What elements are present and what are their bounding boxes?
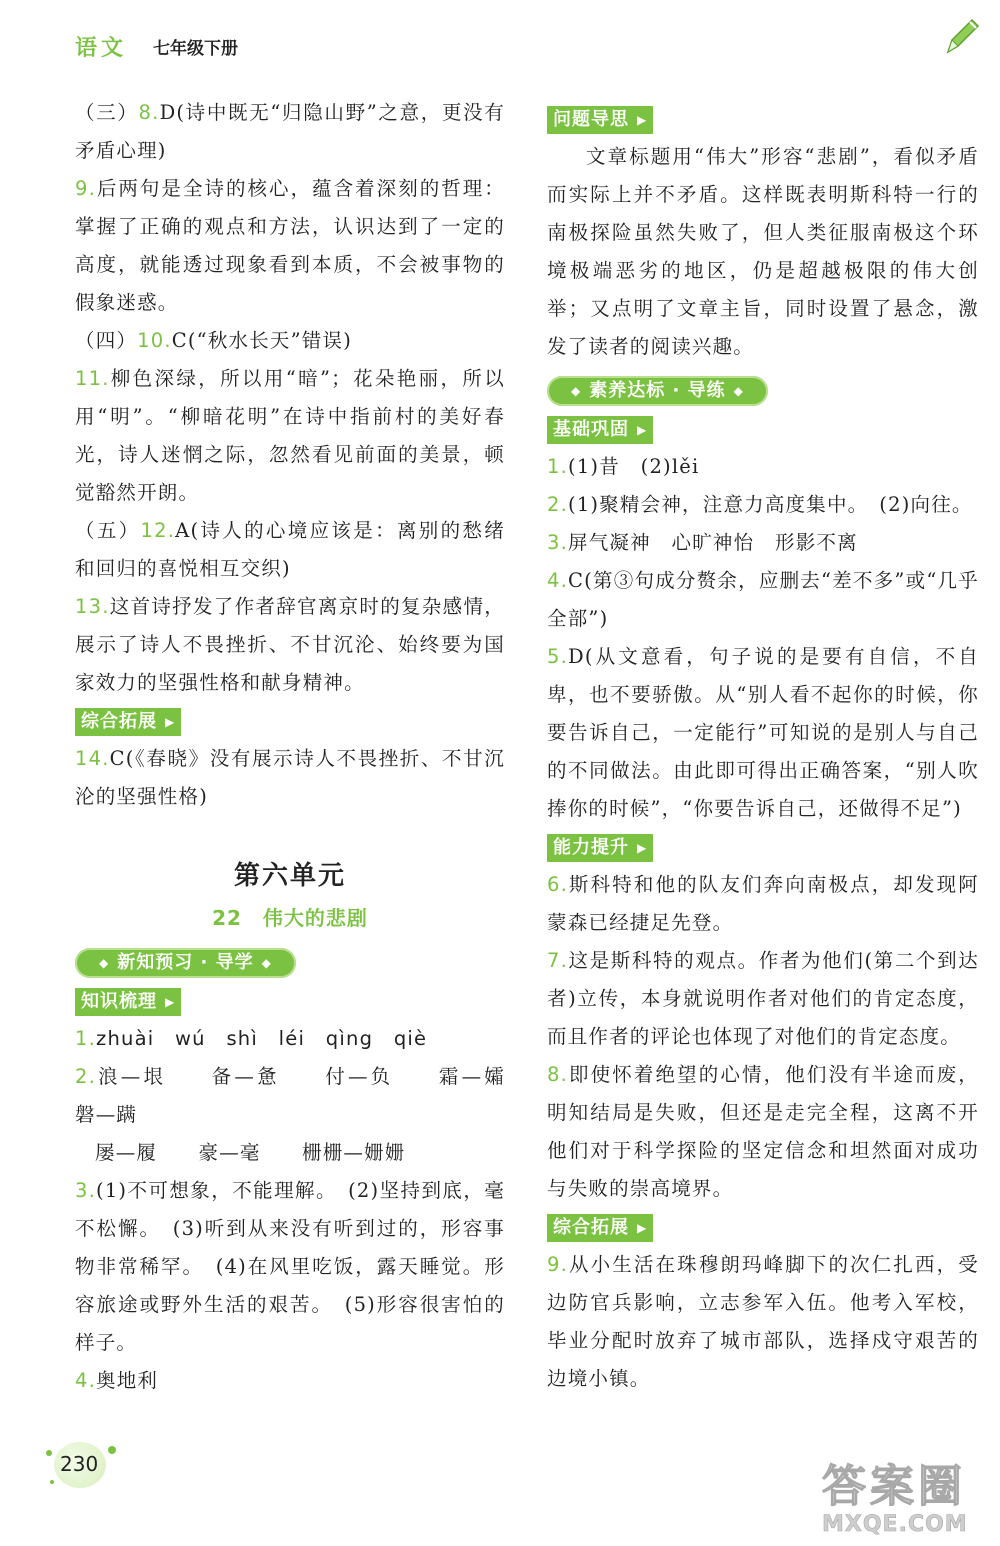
left-column bbox=[75, 94, 547, 1400]
answer-9: 9.后两句是全诗的核心，蕴含着深刻的哲理：掌握了正确的观点和方法，认识达到了一定的高度，就能透过现象看到本质，不会被事物的假象迷惑。 bbox=[75, 177, 505, 314]
unit-title: 第六单元 bbox=[233, 861, 346, 891]
question-guide-text: 文章标题用“伟大”形容“悲剧”，看似矛盾而实际上并不矛盾。这样既表明斯科特一行的南极探险虽然失败了，但人类征服南极这个环境极端恶劣的地区，仍是超越极限的伟大创举；又点明了文章主旨，同时设置了悬念，激发了读者的阅读兴趣。 bbox=[547, 145, 979, 358]
section-pill-practice: ◆ 素养达标 · 导练 ◆ bbox=[547, 376, 768, 406]
play-arrow-icon: ▶ bbox=[165, 995, 176, 1009]
basic-1: 1.(1)昔 (2)lěi bbox=[547, 455, 700, 478]
knowledge-1: 1.zhuài wú shì léi qìng qiè bbox=[75, 1027, 428, 1050]
answer-8: （三）8.D(诗中既无“归隐山野”之意，更没有矛盾心理) bbox=[75, 101, 506, 162]
section-tag-extension-right: 综合拓展 ▶ bbox=[547, 1214, 653, 1242]
section-tag-basic: 基础巩固 ▶ bbox=[547, 416, 653, 444]
ability-8: 8.即使怀着绝望的心情，他们没有半途而废，明知结局是失败，但还是走完全程，这离不开他们对于科学探险的坚定信念和坦然面对成功与失败的崇高境界。 bbox=[547, 1063, 979, 1200]
answer-13: 13.这首诗抒发了作者辞官离京时的复杂感情，展示了诗人不畏挫折、不甘沉沦、始终要为国家效力的坚强性格和献身精神。 bbox=[75, 595, 505, 694]
answer-12: （五）12.A(诗人的心境应该是：离别的愁绪和回归的喜悦相互交织) bbox=[75, 519, 506, 580]
diamond-icon: ◆ bbox=[261, 956, 272, 970]
knowledge-2-line2: 屡—履 豪—毫 栅栅—姗姗 bbox=[95, 1141, 406, 1164]
watermark: 答案圈 MXQE.COM bbox=[822, 1461, 968, 1537]
section-tag-extension: 综合拓展 ▶ bbox=[75, 708, 181, 736]
ability-7: 7.这是斯科特的观点。作者为他们(第二个到达者)立传，本身就说明作者对他们的肯定态度，而且作者的评论也体现了对他们的肯定态度。 bbox=[547, 949, 979, 1048]
play-arrow-icon: ▶ bbox=[637, 113, 648, 127]
section-pill-preview: ◆ 新知预习 · 导学 ◆ bbox=[75, 948, 296, 978]
basic-3: 3.屏气凝神 心旷神怡 形影不离 bbox=[547, 531, 858, 554]
play-arrow-icon: ▶ bbox=[637, 423, 648, 437]
subject-title: 语文 bbox=[75, 35, 128, 61]
grade-label: 七年级下册 bbox=[153, 38, 239, 59]
section-tag-question: 问题导思 ▶ bbox=[547, 106, 653, 134]
answer-14: 14.C(《春晓》没有展示诗人不畏挫折、不甘沉沦的坚强性格) bbox=[75, 747, 505, 808]
play-arrow-icon: ▶ bbox=[637, 1221, 648, 1235]
basic-5: 5.D(从文意看，句子说的是要有自信，不自卑，也不要骄傲。从“别人看不起你的时候，你要告诉自己，一定能行”可知说的是别人与自己的不同做法。由此即可得出正确答案，“别人吹捧你的时候”，“你要告诉自己，还做得不足”) bbox=[547, 645, 979, 820]
knowledge-2: 2.浪—垠 备—惫 付—负 霜—孀 磐—蹒 bbox=[75, 1065, 547, 1126]
basic-2: 2.(1)聚精会神，注意力高度集中。 (2)向往。 bbox=[547, 493, 973, 516]
section-tag-knowledge: 知识梳理 ▶ bbox=[75, 988, 181, 1016]
play-arrow-icon: ▶ bbox=[637, 841, 648, 855]
decor-dot bbox=[46, 1450, 52, 1456]
ability-6: 6.斯科特和他的队友们奔向南极点，却发现阿蒙森已经捷足先登。 bbox=[547, 873, 979, 934]
section-tag-ability: 能力提升 ▶ bbox=[547, 834, 653, 862]
page-header bbox=[75, 28, 238, 64]
basic-4: 4.C(第③句成分赘余，应删去“差不多”或“几乎全部”) bbox=[547, 569, 979, 630]
answer-10: （四）10.C(“秋水长天”错误) bbox=[75, 329, 353, 352]
diamond-icon: ◆ bbox=[733, 384, 744, 398]
diamond-icon: ◆ bbox=[99, 956, 110, 970]
ability-9: 9.从小生活在珠穆朗玛峰脚下的次仁扎西，受边防官兵影响，立志参军入伍。他考入军校，毕业分配时放弃了城市部队，选择戍守艰苦的边境小镇。 bbox=[547, 1253, 979, 1390]
right-column bbox=[547, 94, 979, 1398]
knowledge-4: 4.奥地利 bbox=[75, 1369, 159, 1392]
decor-dot bbox=[50, 1480, 54, 1484]
diamond-icon: ◆ bbox=[571, 384, 582, 398]
lesson-title: 22 伟大的悲剧 bbox=[212, 906, 368, 930]
decor-dot bbox=[108, 1446, 116, 1454]
page-number: 230 bbox=[46, 1440, 116, 1490]
knowledge-3: 3.(1)不可想象，不能理解。 (2)坚持到底，毫不松懈。 (3)听到从来没有听到过的，形容事物非常稀罕。 (4)在风里吃饭，露天睡觉。形容旅途或野外生活的艰苦。 (5)形容很害怕的样子。 bbox=[75, 1179, 505, 1354]
answer-11: 11.柳色深绿，所以用“暗”；花朵艳丽，所以用“明”。“柳暗花明”在诗中指前村的美好春光，诗人迷惘之际，忽然看见前面的美景，顿觉豁然开朗。 bbox=[75, 367, 505, 504]
pen-icon bbox=[940, 14, 984, 58]
play-arrow-icon: ▶ bbox=[165, 715, 176, 729]
